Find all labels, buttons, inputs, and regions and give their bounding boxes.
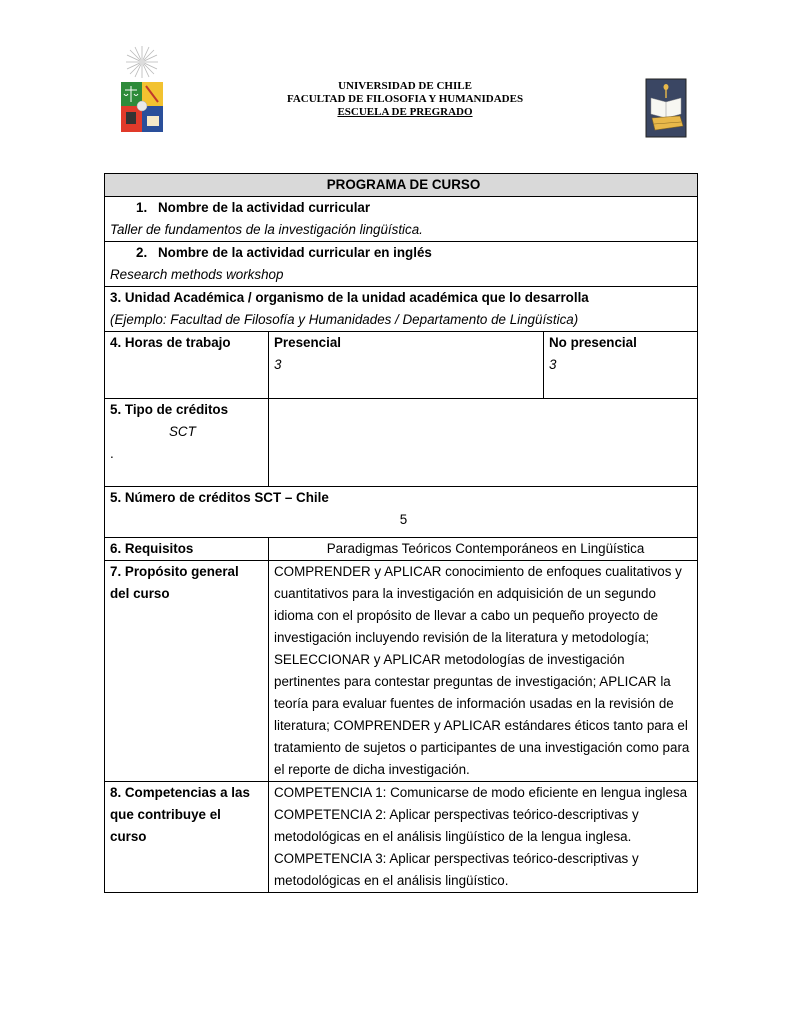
credit-type-empty-cell <box>269 399 698 487</box>
competencia-1: COMPETENCIA 1: Comunicarse de modo eficiente en lengua inglesa <box>274 785 688 800</box>
section-8-row <box>105 782 698 893</box>
section-1-label: 1. Nombre de la actividad curricular <box>136 200 371 215</box>
academic-unit-value: (Ejemplo: Facultad de Filosofía y Humanidades / Departamento de Lingüística) <box>110 312 579 327</box>
section-2-label: 2. Nombre de la actividad curricular en inglés <box>136 245 432 260</box>
section-7-label-line-2: del curso <box>110 586 170 601</box>
faculty-book-emblem-logo <box>645 78 687 138</box>
section-7-row <box>105 561 698 782</box>
section-3-row <box>105 287 698 332</box>
section-6-label: 6. Requisitos <box>105 538 269 561</box>
faculty-name: FACULTAD DE FILOSOFIA Y HUMANIDADES <box>286 93 524 105</box>
section-6-row <box>105 538 698 561</box>
course-program-table <box>104 173 698 893</box>
course-purpose-value: COMPRENDER y APLICAR conocimiento de enfoques cualitativos y cuantitativos para la investigación en adquisición de un segundo idioma con el propósito de llevar a cabo un pequeño proyecto de investigación incluyendo revisión de la literatura y metodología; SELECCIONAR y APLICAR metodologías de investigación pertinentes para contestar preguntas de investigación; APLICAR la teoría para evaluar fuentes de información usadas en la revisión de literatura; COMPRENDER y APLICAR estándares éticos tanto para el tratamiento de sujetos o participantes de una investigación como para el reporte de dicha investigación. <box>269 561 698 782</box>
competencia-2: COMPETENCIA 2: Aplicar perspectivas teórico-descriptivas y metodológicas en el análisis lingüístico de la lengua inglesa. <box>274 807 639 844</box>
section-8-label-line-1: 8. Competencias a las <box>110 785 250 800</box>
credit-number-value: 5 <box>399 512 408 527</box>
section-3-label: 3. Unidad Académica / organismo de la unidad académica que lo desarrolla <box>110 290 589 305</box>
section-8-label-line-2: que contribuye el <box>110 807 221 822</box>
university-crest-logo <box>118 44 166 136</box>
section-4-label: 4. Horas de trabajo <box>105 332 269 399</box>
university-name: UNIVERSIDAD DE CHILE <box>338 80 472 92</box>
school-name: ESCUELA DE PREGRADO <box>337 106 473 118</box>
section-8-label-line-3: curso <box>110 829 147 844</box>
section-2-row <box>105 242 698 287</box>
section-7-label-line-1: 7. Propósito general <box>110 564 239 579</box>
section-4-row <box>105 332 698 399</box>
credit-type-value: SCT <box>169 424 196 439</box>
course-name-value: Taller de fundamentos de la investigación lingüística. <box>110 222 423 237</box>
presencial-value: 3 <box>274 357 282 372</box>
section-5a-label: 5. Tipo de créditos <box>110 402 229 417</box>
no-presencial-label: No presencial <box>549 335 637 350</box>
table-title: PROGRAMA DE CURSO <box>105 174 698 197</box>
no-presencial-value: 3 <box>549 357 557 372</box>
section-5b-label: 5. Número de créditos SCT – Chile <box>110 490 329 505</box>
section-5b-row <box>105 487 698 538</box>
section-1-row <box>105 197 698 242</box>
course-name-english-value: Research methods workshop <box>110 267 284 282</box>
document-header <box>200 80 610 119</box>
requirements-value: Paradigmas Teóricos Contemporáneos en Lingüística <box>269 538 698 561</box>
section-5a-row <box>105 399 698 487</box>
presencial-label: Presencial <box>274 335 341 350</box>
credit-type-extra: . <box>110 446 114 461</box>
competencia-3: COMPETENCIA 3: Aplicar perspectivas teórico-descriptivas y metodológicas en el análisis lingüístico. <box>274 851 639 888</box>
table-title-row <box>105 174 698 197</box>
